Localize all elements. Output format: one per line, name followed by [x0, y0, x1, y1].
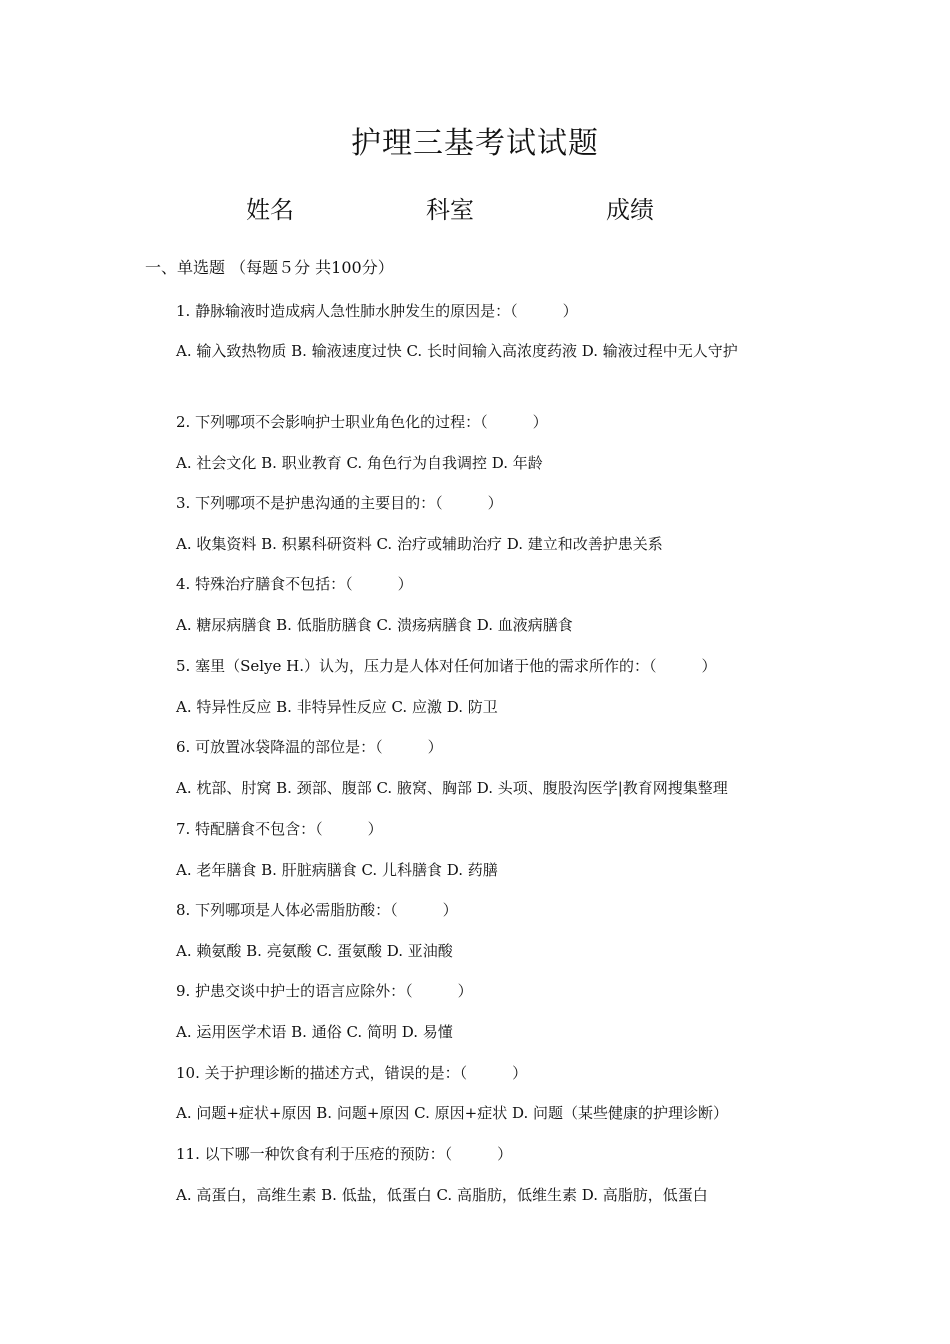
options-4: A. 糖尿病膳食 B. 低脂肪膳食 C. 溃疡病膳食 D. 血液病膳食 — [176, 616, 573, 634]
options-5: A. 特异性反应 B. 非特异性反应 C. 应激 D. 防卫 — [176, 698, 498, 716]
options-6: A. 枕部、肘窝 B. 颈部、腹部 C. 腋窝、胸部 D. 头项、腹股沟医学|教育网搜集整理 — [176, 779, 728, 797]
question-1: 1. 静脉输液时造成病人急性肺水肿发生的原因是：（ ） — [176, 302, 578, 320]
question-4: 4. 特殊治疗膳食不包括：（ ） — [176, 575, 413, 593]
options-3: A. 收集资料 B. 积累科研资料 C. 治疗或辅助治疗 D. 建立和改善护患关系 — [176, 535, 663, 553]
options-7: A. 老年膳食 B. 肝脏病膳食 C. 儿科膳食 D. 药膳 — [176, 861, 498, 879]
question-6: 6. 可放置冰袋降温的部位是：（ ） — [176, 738, 443, 756]
question-5: 5. 塞里（Selye H.）认为，压力是人体对任何加诸于他的需求所作的：（ ） — [176, 657, 717, 675]
score-label: 成绩 — [606, 196, 654, 224]
question-11: 11. 以下哪一种饮食有利于压疮的预防：（ ） — [176, 1145, 513, 1163]
options-1: A. 输入致热物质 B. 输液速度过快 C. 长时间输入高浓度药液 D. 输液过程中无人守护 — [176, 342, 738, 360]
options-8: A. 赖氨酸 B. 亮氨酸 C. 蛋氨酸 D. 亚油酸 — [176, 942, 453, 960]
options-2: A. 社会文化 B. 职业教育 C. 角色行为自我调控 D. 年龄 — [176, 454, 543, 472]
page-title: 护理三基考试试题 — [351, 126, 599, 161]
name-label: 姓名 — [246, 196, 294, 224]
section-heading: 一、单选题 （每题５分 共100分） — [145, 258, 394, 277]
options-10: A. 问题+症状+原因 B. 问题+原因 C. 原因+症状 D. 问题（某些健康的护理诊断） — [176, 1104, 729, 1122]
student-info-row — [0, 190, 950, 226]
question-9: 9. 护患交谈中护士的语言应除外：（ ） — [176, 982, 473, 1000]
question-2: 2. 下列哪项不会影响护士职业角色化的过程：（ ） — [176, 413, 548, 431]
question-3: 3. 下列哪项不是护患沟通的主要目的：（ ） — [176, 494, 503, 512]
department-label: 科室 — [426, 196, 474, 224]
question-8: 8. 下列哪项是人体必需脂肪酸：（ ） — [176, 901, 458, 919]
options-9: A. 运用医学术语 B. 通俗 C. 简明 D. 易懂 — [176, 1023, 453, 1041]
question-10: 10. 关于护理诊断的描述方式，错误的是：（ ） — [176, 1064, 528, 1082]
question-7: 7. 特配膳食不包含：（ ） — [176, 820, 383, 838]
options-11: A. 高蛋白，高维生素 B. 低盐，低蛋白 C. 高脂肪，低维生素 D. 高脂肪，低蛋白 — [176, 1186, 708, 1204]
